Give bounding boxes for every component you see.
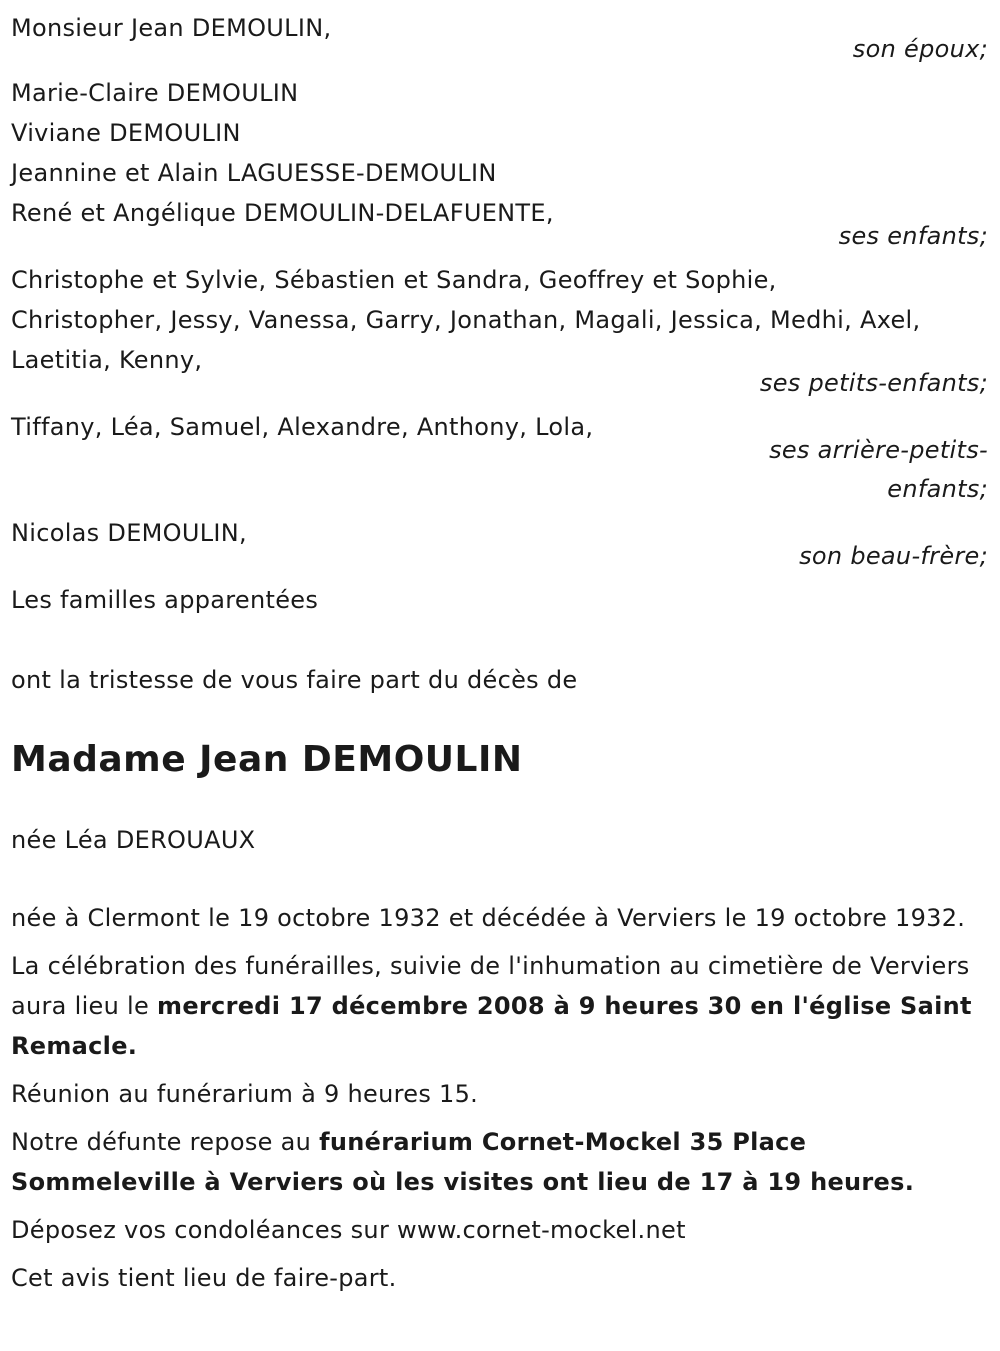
child-name: Jeannine et Alain LAGUESSE-DEMOULIN <box>11 159 497 187</box>
funeral-details: mercredi 17 décembre 2008 à 9 heures 30 en l'église Saint Remacle. <box>11 992 972 1060</box>
deceased-name: Madame Jean DEMOULIN <box>11 739 523 780</box>
child-name: Viviane DEMOULIN <box>11 119 241 147</box>
grandchildren-names: Christopher, Jessy, Vanessa, Garry, Jonathan, Magali, Jessica, Medhi, Axel, <box>11 306 921 334</box>
children-role: ses enfants; <box>838 222 988 250</box>
birth-death-text: née à Clermont le 19 octobre 1932 et décédée à Verviers le 19 octobre 1932. <box>11 904 966 932</box>
repose-intro: Notre défunte repose au <box>11 1128 320 1156</box>
announcement-text: ont la tristesse de vous faire part du décès de <box>11 666 578 694</box>
related-families: Les familles apparentées <box>11 586 319 614</box>
child-name: René et Angélique DEMOULIN-DELAFUENTE, <box>11 199 554 227</box>
closing-text: Cet avis tient lieu de faire-part. <box>11 1264 397 1292</box>
brother-in-law-role: son beau-frère; <box>799 542 988 570</box>
brother-in-law-name: Nicolas DEMOULIN, <box>11 519 247 547</box>
condolences-text: Déposez vos condoléances sur www.cornet-mockel.net <box>11 1216 686 1244</box>
grandchildren-names: Christophe et Sylvie, Sébastien et Sandra, Geoffrey et Sophie, <box>11 266 777 294</box>
repose-paragraph <box>11 1122 990 1202</box>
grandchildren-names: Laetitia, Kenny, <box>11 346 203 374</box>
spouse-role: son époux; <box>852 35 988 63</box>
grandchildren-role: ses petits-enfants; <box>759 369 988 397</box>
great-grandchildren-role-line2: enfants; <box>887 475 988 503</box>
great-grandchildren-role-line1: ses arrière-petits- <box>769 436 988 464</box>
funeral-paragraph <box>11 946 990 1066</box>
repose-details: funérarium Cornet-Mockel 35 Place Sommeleville à Verviers où les visites ont lieu de 17 à 19 heures. <box>11 1128 915 1196</box>
child-name: Marie-Claire DEMOULIN <box>11 79 299 107</box>
meeting-text: Réunion au funérarium à 9 heures 15. <box>11 1080 479 1108</box>
great-grandchildren-names: Tiffany, Léa, Samuel, Alexandre, Anthony, Lola, <box>11 413 594 441</box>
funeral-intro: La célébration des funérailles, suivie de l'inhumation au cimetière de Verviers aura lieu le <box>11 952 970 1020</box>
spouse-name: Monsieur Jean DEMOULIN, <box>11 14 332 42</box>
maiden-name: née Léa DEROUAUX <box>11 826 256 854</box>
